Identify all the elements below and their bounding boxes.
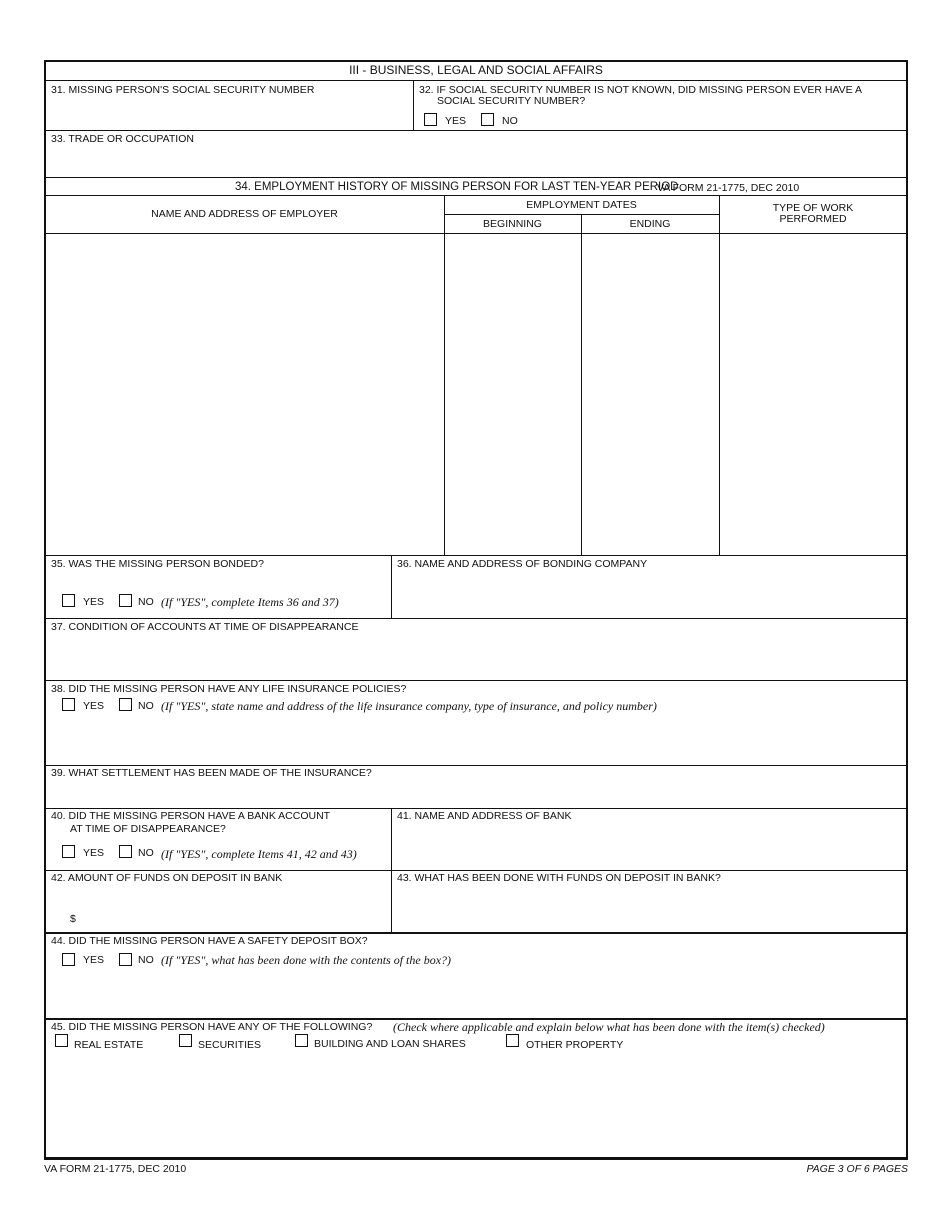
q40-label: 40. DID THE MISSING PERSON HAVE A BANK ACCOUNT	[51, 810, 331, 822]
q38-no-checkbox[interactable]	[119, 698, 132, 711]
q38-yes-label: YES	[83, 700, 105, 712]
q35-no-label: NO	[138, 596, 154, 608]
q44-label: 44. DID THE MISSING PERSON HAVE A SAFETY DEPOSIT BOX?	[51, 935, 368, 947]
q32-no-label: NO	[502, 115, 518, 127]
deposit-amount-field[interactable]	[80, 908, 385, 928]
col-work-header: TYPE OF WORK	[772, 202, 854, 214]
employer-field[interactable]	[46, 234, 443, 554]
q35-no-checkbox[interactable]	[119, 594, 132, 607]
building-loan-shares-label: BUILDING AND LOAN SHARES	[314, 1038, 466, 1050]
q40-no-label: NO	[138, 847, 154, 859]
q44-note: (If "YES", what has been done with the contents of the box?)	[161, 953, 452, 967]
footer-form-id: VA FORM 21-1775, DEC 2010	[44, 1163, 187, 1175]
real-estate-checkbox[interactable]	[55, 1034, 68, 1047]
occupation-field[interactable]	[50, 147, 900, 173]
q38-no-label: NO	[138, 700, 154, 712]
q45-note: (Check where applicable and explain below what has been done with the item(s) checked)	[393, 1020, 825, 1034]
q40-yes-label: YES	[83, 847, 105, 859]
q39-label: 39. WHAT SETTLEMENT HAS BEEN MADE OF THE INSURANCE?	[51, 767, 372, 779]
real-estate-label: REAL ESTATE	[74, 1039, 144, 1051]
currency-symbol: $	[70, 913, 76, 925]
q32-yes-checkbox[interactable]	[424, 113, 437, 126]
building-loan-shares-checkbox[interactable]	[295, 1034, 308, 1047]
q40-label-2: AT TIME OF DISAPPEARANCE?	[70, 823, 226, 835]
q35-yes-label: YES	[83, 596, 105, 608]
q38-label: 38. DID THE MISSING PERSON HAVE ANY LIFE INSURANCE POLICIES?	[51, 683, 407, 695]
q42-label: 42. AMOUNT OF FUNDS ON DEPOSIT IN BANK	[51, 872, 283, 884]
q38-note: (If "YES", state name and address of the life insurance company, type of insurance, and policy number)	[161, 699, 657, 713]
life-insurance-field[interactable]	[50, 716, 900, 760]
property-explanation-field[interactable]	[50, 1056, 900, 1154]
q41-label: 41. NAME AND ADDRESS OF BANK	[397, 810, 572, 822]
q37-label: 37. CONDITION OF ACCOUNTS AT TIME OF DISAPPEARANCE	[51, 621, 359, 633]
col-beginning-header: BEGINNING	[483, 218, 542, 230]
q35-note: (If "YES", complete Items 36 and 37)	[161, 595, 339, 609]
q44-yes-checkbox[interactable]	[62, 953, 75, 966]
q45-label: 45. DID THE MISSING PERSON HAVE ANY OF THE FOLLOWING?	[51, 1021, 373, 1033]
accounts-condition-field[interactable]	[50, 635, 900, 675]
funds-disposition-field[interactable]	[396, 886, 901, 928]
work-type-field[interactable]	[720, 234, 906, 554]
q34-overlay-form-id: VA FORM 21-1775, DEC 2010	[657, 182, 800, 194]
q33-label: 33. TRADE OR OCCUPATION	[51, 133, 194, 145]
other-property-label: OTHER PROPERTY	[526, 1039, 624, 1051]
q32-yes-label: YES	[445, 115, 467, 127]
q44-yes-label: YES	[83, 954, 105, 966]
q44-no-checkbox[interactable]	[119, 953, 132, 966]
q32-no-checkbox[interactable]	[481, 113, 494, 126]
bank-name-field[interactable]	[396, 824, 901, 866]
securities-checkbox[interactable]	[179, 1034, 192, 1047]
q34-title: 34. EMPLOYMENT HISTORY OF MISSING PERSON FOR LAST TEN-YEAR PERIOD	[235, 181, 679, 193]
safety-deposit-field[interactable]	[50, 970, 900, 1012]
col-work-header-2: PERFORMED	[779, 213, 847, 225]
q44-no-label: NO	[138, 954, 154, 966]
col-ending-header: ENDING	[629, 218, 671, 230]
q36-label: 36. NAME AND ADDRESS OF BONDING COMPANY	[397, 558, 648, 570]
col-employer-header: NAME AND ADDRESS OF EMPLOYER	[151, 208, 338, 220]
other-property-checkbox[interactable]	[506, 1034, 519, 1047]
q31-label: 31. MISSING PERSON'S SOCIAL SECURITY NUMBER	[51, 84, 315, 96]
section-header: III - BUSINESS, LEGAL AND SOCIAL AFFAIRS	[349, 63, 603, 77]
q35-yes-checkbox[interactable]	[62, 594, 75, 607]
q40-no-checkbox[interactable]	[119, 845, 132, 858]
ending-field[interactable]	[582, 234, 718, 554]
securities-label: SECURITIES	[198, 1039, 262, 1051]
settlement-field[interactable]	[50, 781, 900, 803]
q35-label: 35. WAS THE MISSING PERSON BONDED?	[51, 558, 264, 570]
footer-page-number: PAGE 3 OF 6 PAGES	[806, 1163, 908, 1175]
q40-note: (If "YES", complete Items 41, 42 and 43)	[161, 847, 357, 861]
q40-yes-checkbox[interactable]	[62, 845, 75, 858]
q32-label: 32. IF SOCIAL SECURITY NUMBER IS NOT KNOWN, DID MISSING PERSON EVER HAVE A	[419, 84, 863, 96]
beginning-field[interactable]	[445, 234, 580, 554]
ssn-field[interactable]	[50, 98, 408, 126]
q32-label-2: SOCIAL SECURITY NUMBER?	[437, 95, 586, 107]
bonding-company-field[interactable]	[396, 572, 901, 614]
col-dates-header: EMPLOYMENT DATES	[526, 199, 637, 211]
q43-label: 43. WHAT HAS BEEN DONE WITH FUNDS ON DEPOSIT IN BANK?	[397, 872, 721, 884]
q38-yes-checkbox[interactable]	[62, 698, 75, 711]
